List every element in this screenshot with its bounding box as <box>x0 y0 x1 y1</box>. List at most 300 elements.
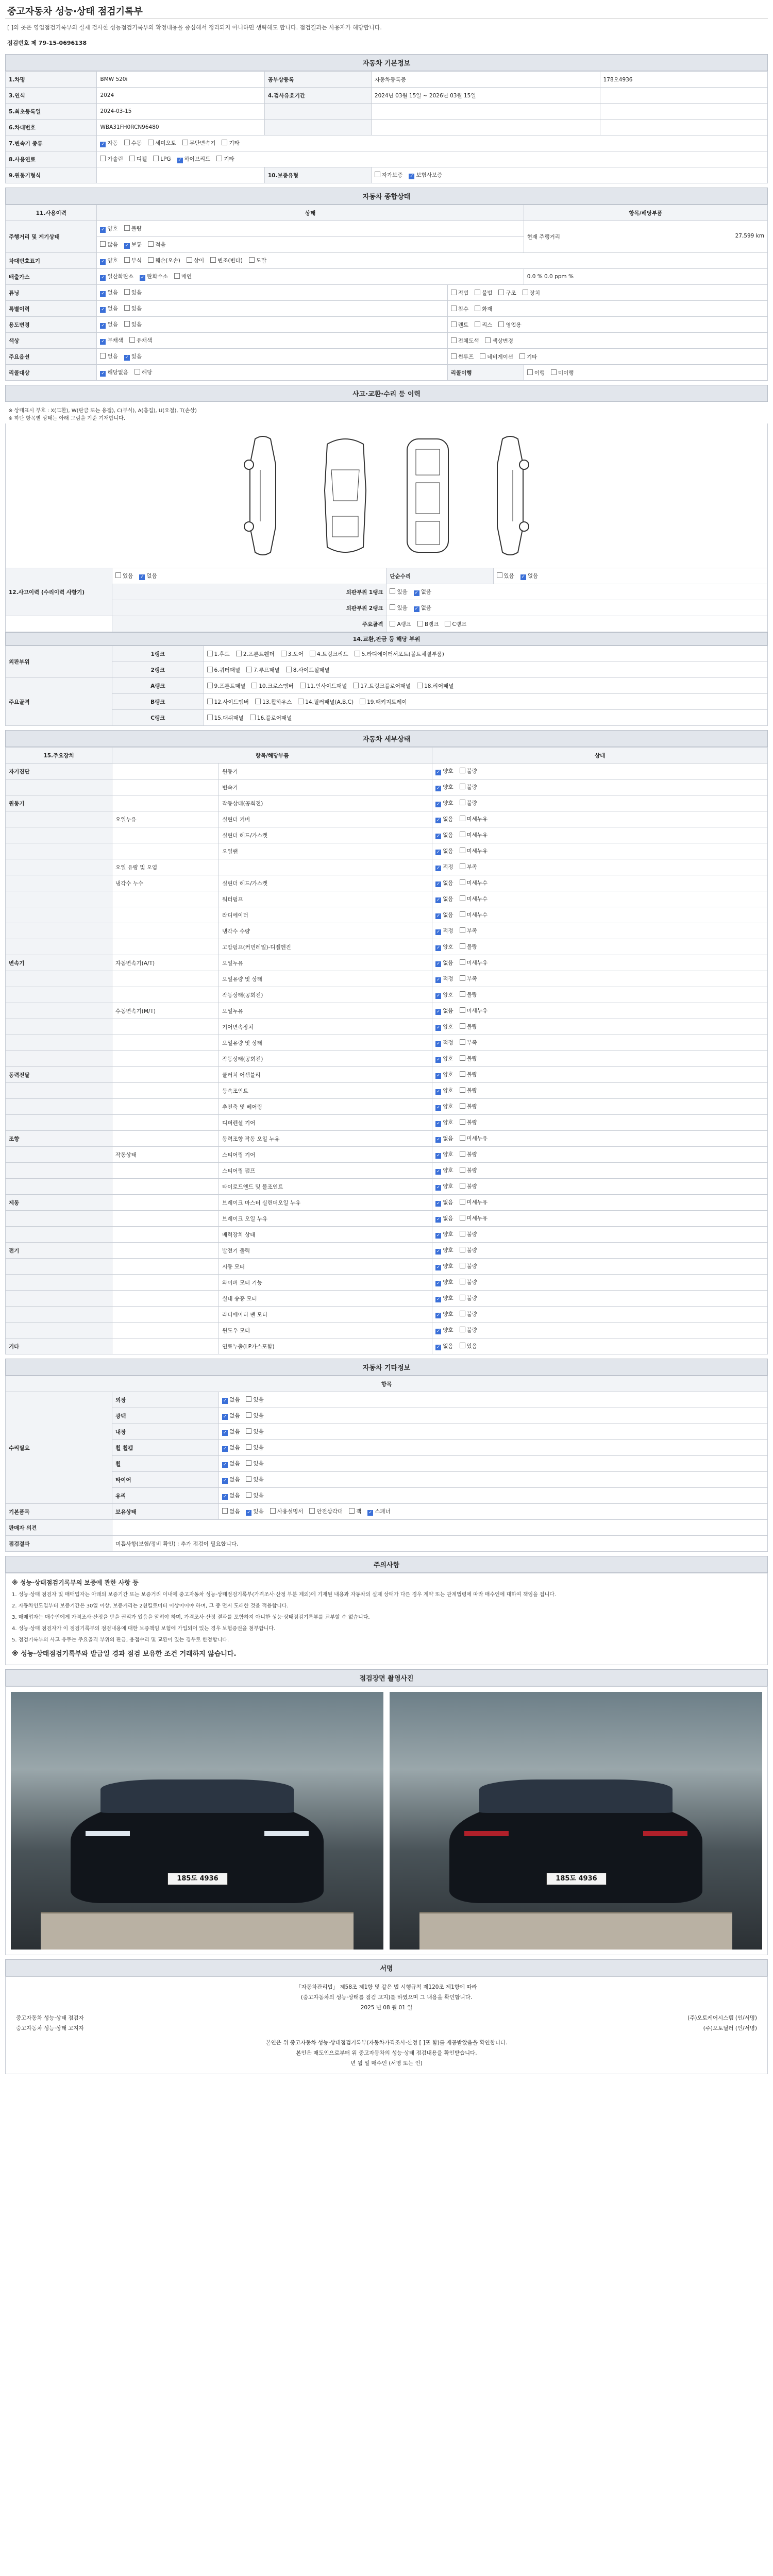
detail-good-checkbox[interactable]: ✓ 없음 <box>435 895 453 903</box>
part-checkbox[interactable]: 7.루프패널 <box>246 666 280 674</box>
detail-state <box>432 907 768 923</box>
detail-sub: 오일누유 <box>112 811 219 827</box>
detail-bad-checkbox[interactable]: 불량 <box>460 1055 477 1062</box>
tools-checkbox[interactable]: 잭 <box>349 1507 361 1515</box>
basic-cell <box>600 88 767 104</box>
emission-checkbox[interactable]: ✓ 탄화수소 <box>140 273 168 281</box>
color-checkbox[interactable]: 유채색 <box>129 336 152 344</box>
detail-bad-checkbox[interactable]: 미세누유 <box>460 1214 488 1222</box>
detail-bad-checkbox[interactable]: 미세누유 <box>460 959 488 967</box>
fuel-label: 8.사용연료 <box>6 151 97 167</box>
other-exists-checkbox[interactable]: 있음 <box>246 1476 263 1483</box>
color-right-checkbox[interactable]: 색상변경 <box>485 337 513 345</box>
detail-good-checkbox[interactable]: ✓ 양호 <box>435 1262 453 1270</box>
detail-state <box>432 875 768 891</box>
main-frame-checkbox[interactable]: C랭크 <box>445 620 466 628</box>
detail-bad-checkbox[interactable]: 불량 <box>460 1087 477 1094</box>
tools-label: 기본품목 <box>6 1504 112 1520</box>
part-checkbox[interactable]: 13.휠하우스 <box>255 698 292 706</box>
color-label: 색상 <box>6 333 97 349</box>
part-checkbox[interactable]: 4.트렁크리드 <box>310 650 348 658</box>
transmission-checkbox[interactable]: 기타 <box>222 139 239 147</box>
detail-bad-checkbox[interactable]: 불량 <box>460 1071 477 1078</box>
other-none-checkbox[interactable]: ✓ 없음 <box>222 1396 240 1404</box>
parts-rank: 2랭크 <box>112 662 204 678</box>
col-note-header: 항목/해당부품 <box>524 205 767 221</box>
mileage-level-checkbox[interactable]: ✓ 보통 <box>124 241 142 249</box>
other-none-checkbox[interactable]: ✓ 없음 <box>222 1476 240 1484</box>
tuning-right-checkbox[interactable]: 장치 <box>523 289 540 297</box>
signature-box <box>5 1976 768 2074</box>
detail-item: 윈도우 모터 <box>219 1323 432 1338</box>
part-checkbox[interactable]: 8.사이드실패널 <box>286 666 330 674</box>
warranty-type-label: 10.보증유형 <box>264 167 371 183</box>
mileage-level-checkbox[interactable]: 적음 <box>148 241 165 248</box>
detail-main: 변속기 <box>6 955 112 971</box>
part-checkbox[interactable]: 6.쿼터패널 <box>207 666 241 674</box>
part-checkbox[interactable]: 10.크로스멤버 <box>251 682 293 690</box>
detail-good-checkbox[interactable]: ✓ 양호 <box>435 1150 453 1159</box>
part-checkbox[interactable]: 12.사이드멤버 <box>207 698 249 706</box>
detail-main <box>6 843 112 859</box>
tuning-right-checkbox[interactable]: 구조 <box>498 289 516 297</box>
detail-row <box>6 923 768 939</box>
detail-item: 시동 모터 <box>219 1259 432 1275</box>
recall-right-options <box>524 365 767 381</box>
parts-row <box>6 678 768 694</box>
recall-checkbox[interactable]: 해당 <box>135 368 152 376</box>
detail-row <box>6 1275 768 1291</box>
simple-repair-checkbox[interactable]: ✓ 없음 <box>520 572 538 580</box>
detail-row <box>6 827 768 843</box>
detail-row <box>6 1067 768 1083</box>
detail-good-checkbox[interactable]: ✓ 양호 <box>435 1278 453 1286</box>
fuel-checkbox[interactable]: 디젤 <box>129 155 147 163</box>
photo-front[interactable] <box>11 1692 383 1950</box>
other-exists-checkbox[interactable]: 있음 <box>246 1412 263 1419</box>
fuel-checkbox[interactable]: LPG <box>153 156 171 162</box>
vin-checkbox[interactable]: 훼손(오손) <box>148 257 180 264</box>
detail-row <box>6 1227 768 1243</box>
detail-good-checkbox[interactable]: ✓ 없음 <box>435 815 453 823</box>
detail-bad-checkbox[interactable]: 있음 <box>460 1342 477 1350</box>
use-change-right-checkbox[interactable]: 리스 <box>475 321 492 329</box>
detail-bad-checkbox[interactable]: 불량 <box>460 1262 477 1270</box>
detail-bad-checkbox[interactable]: 미세누유 <box>460 1134 488 1142</box>
mileage-level-options <box>97 237 524 253</box>
detail-bad-checkbox[interactable]: 불량 <box>460 1023 477 1030</box>
other-none-checkbox[interactable]: ✓ 없음 <box>222 1412 240 1420</box>
use-change-right-checkbox[interactable]: 렌트 <box>451 321 468 329</box>
detail-good-checkbox[interactable]: ✓ 양호 <box>435 799 453 807</box>
part-checkbox[interactable]: 11.인사이드패널 <box>300 682 347 690</box>
detail-good-checkbox[interactable]: ✓ 적정 <box>435 975 453 983</box>
warning-item-1: 1. 성능·상태 점검자 및 매매업자는 아래의 보증기간 또는 보증거리 이내에 중고자동차 성능·상태점검기록부(가격조사·산정 부분 제외)에 기재된 내용과 자동차의 실제 상태가 다른 경우 계약 또는 관계법령에 따라 매수인에 대하여 책임을 집니다. <box>12 1592 557 1598</box>
detail-bad-checkbox[interactable]: 불량 <box>460 1326 477 1334</box>
tools-checkbox[interactable]: 사용설명서 <box>270 1507 304 1515</box>
detail-bad-checkbox[interactable]: 불량 <box>460 799 477 807</box>
fuel-row <box>6 151 768 167</box>
color-right-checkbox[interactable]: 전체도색 <box>451 337 479 345</box>
detail-item: 브레이크 마스터 실린더오일 누유 <box>219 1195 432 1211</box>
other-item: 휠 <box>112 1456 219 1472</box>
tools-checkbox[interactable]: ✓ 있음 <box>246 1507 263 1516</box>
detail-state <box>432 1131 768 1147</box>
damage-legend <box>5 402 768 423</box>
detail-item: 라디에이터 팬 모터 <box>219 1307 432 1323</box>
tools-checkbox[interactable]: 안전삼각대 <box>309 1507 343 1515</box>
vin-options <box>97 253 768 269</box>
detail-item: 배력장치 상태 <box>219 1227 432 1243</box>
detail-main <box>6 1003 112 1019</box>
parts-list <box>204 678 767 694</box>
detail-good-checkbox[interactable]: ✓ 없음 <box>435 1214 453 1223</box>
fuel-checkbox[interactable]: 기타 <box>216 155 234 163</box>
use-change-right-checkbox[interactable]: 영업용 <box>498 321 521 329</box>
vin-checkbox[interactable]: 변조(변타) <box>210 257 243 264</box>
vin-checkbox[interactable]: 상이 <box>187 257 204 264</box>
other-exists-checkbox[interactable]: 있음 <box>246 1396 263 1403</box>
detail-good-checkbox[interactable]: ✓ 양호 <box>435 1055 453 1063</box>
other-none-checkbox[interactable]: ✓ 없음 <box>222 1428 240 1436</box>
emission-checkbox[interactable]: 매연 <box>174 273 192 280</box>
detail-good-checkbox[interactable]: ✓ 없음 <box>435 847 453 855</box>
main-frame-checkbox[interactable]: A랭크 <box>390 620 411 628</box>
damage-legend-note: ※ 하단 항목별 상태는 아래 그림을 기준 기재합니다. <box>8 416 126 421</box>
detail-good-checkbox[interactable]: ✓ 없음 <box>435 1007 453 1015</box>
tools-checkbox[interactable]: ✓ 스패너 <box>367 1507 390 1516</box>
fuel-checkbox[interactable]: ✓ 하이브리드 <box>177 155 211 163</box>
use-change-options <box>97 317 447 333</box>
special-history-checkbox[interactable]: 있음 <box>124 304 142 312</box>
special-history-right-checkbox[interactable]: 화재 <box>475 305 492 313</box>
basic-cell: 4.검사유효기간 <box>264 88 371 104</box>
detail-bad-checkbox[interactable]: 미세누수 <box>460 911 488 919</box>
tuning-checkbox[interactable]: 있음 <box>124 289 142 296</box>
detail-sub <box>112 764 219 779</box>
owner-opinion-value <box>112 1520 768 1536</box>
sign-line-1: 「자동차관리법」 제58조 제1항 및 같은 법 시행규칙 제120조 제1항에 따라 <box>296 1984 477 1990</box>
detail-row <box>6 1323 768 1338</box>
vin-checkbox[interactable]: 도말 <box>249 257 266 264</box>
detail-bad-checkbox[interactable]: 불량 <box>460 1150 477 1158</box>
other-row <box>6 1392 768 1408</box>
detail-good-checkbox[interactable]: ✓ 양호 <box>435 1071 453 1079</box>
detail-good-checkbox[interactable]: ✓ 양호 <box>435 1294 453 1302</box>
part-checkbox[interactable]: 19.패키지트레이 <box>360 698 407 706</box>
detail-item: 연료누출(LP가스포함) <box>219 1338 432 1354</box>
main-option-checkbox[interactable]: ✓ 있음 <box>124 352 142 361</box>
section-photo-header: 점검장면 촬영사진 <box>5 1669 768 1686</box>
detail-good-checkbox[interactable]: ✓ 양호 <box>435 1103 453 1111</box>
basic-row <box>6 72 768 88</box>
main-option-right-checkbox[interactable]: 기타 <box>519 353 537 361</box>
emission-options <box>97 269 524 285</box>
car-frame-icon <box>399 434 456 557</box>
detail-bad-checkbox[interactable]: 부족 <box>460 863 477 871</box>
detail-bad-checkbox[interactable]: 미세누유 <box>460 1198 488 1206</box>
part-checkbox[interactable]: 1.후드 <box>207 650 230 658</box>
detail-state <box>432 811 768 827</box>
detail-sub <box>112 843 219 859</box>
detail-bad-checkbox[interactable]: 불량 <box>460 783 477 791</box>
other-exists-checkbox[interactable]: 있음 <box>246 1492 263 1499</box>
detail-good-checkbox[interactable]: ✓ 양호 <box>435 1182 453 1191</box>
detail-bad-checkbox[interactable]: 불량 <box>460 1103 477 1110</box>
other-none-checkbox[interactable]: ✓ 없음 <box>222 1460 240 1468</box>
part-checkbox[interactable]: 3.도어 <box>281 650 304 658</box>
detail-row <box>6 811 768 827</box>
color-checkbox[interactable]: ✓ 무채색 <box>100 336 123 345</box>
special-history-right-checkbox[interactable]: 침수 <box>451 305 468 313</box>
part-checkbox[interactable]: 2.프론트휀더 <box>236 650 275 658</box>
simple-repair-checkbox[interactable]: 있음 <box>497 572 514 580</box>
main-frame-options <box>386 616 768 632</box>
detail-bad-checkbox[interactable]: 부족 <box>460 1039 477 1046</box>
detail-good-checkbox[interactable]: ✓ 양호 <box>435 767 453 775</box>
accident-checkbox[interactable]: ✓ 없음 <box>139 572 157 580</box>
tuning-right-checkbox[interactable]: 불법 <box>475 289 492 297</box>
detail-bad-checkbox[interactable]: 부족 <box>460 975 477 982</box>
detail-bad-checkbox[interactable]: 불량 <box>460 1294 477 1302</box>
detail-bad-checkbox[interactable]: 불량 <box>460 1246 477 1254</box>
transmission-checkbox[interactable]: 수동 <box>124 139 142 147</box>
vin-checkbox[interactable]: 부식 <box>124 257 142 264</box>
basic-cell: 2024년 03월 15일 ~ 2026년 03월 15일 <box>371 88 600 104</box>
basic-cell: 178오4936 <box>600 72 767 88</box>
warranty-options <box>371 167 767 183</box>
detail-bad-checkbox[interactable]: 미세누수 <box>460 879 488 887</box>
detail-good-checkbox[interactable]: ✓ 양호 <box>435 1230 453 1239</box>
detail-main <box>6 811 112 827</box>
tuning-right-checkbox[interactable]: 적법 <box>451 289 468 297</box>
tuning-label: 튜닝 <box>6 285 97 301</box>
detail-bad-checkbox[interactable]: 미세누유 <box>460 815 488 823</box>
basic-cell: 6.차대번호 <box>6 120 97 135</box>
detail-good-checkbox[interactable]: ✓ 양호 <box>435 1310 453 1318</box>
detail-bad-checkbox[interactable]: 불량 <box>460 943 477 951</box>
detail-sub <box>112 1099 219 1115</box>
warranty-checkbox[interactable]: ✓ 보험사보증 <box>409 171 442 179</box>
detail-good-checkbox[interactable]: ✓ 양호 <box>435 1087 453 1095</box>
detail-good-checkbox[interactable]: ✓ 양호 <box>435 783 453 791</box>
detail-main <box>6 1083 112 1099</box>
emission-checkbox[interactable]: ✓ 일산화탄소 <box>100 273 133 281</box>
detail-state <box>432 1259 768 1275</box>
detail-row <box>6 1291 768 1307</box>
special-history-checkbox[interactable]: ✓ 없음 <box>100 304 117 313</box>
detail-good-checkbox[interactable]: ✓ 없음 <box>435 879 453 887</box>
detail-good-checkbox[interactable]: ✓ 적정 <box>435 1039 453 1047</box>
inspection-photos <box>5 1686 768 1955</box>
detail-row <box>6 939 768 955</box>
part-checkbox[interactable]: 16.플로어패널 <box>250 714 292 722</box>
part-checkbox[interactable]: 15.대쉬패널 <box>207 714 244 722</box>
detail-bad-checkbox[interactable]: 불량 <box>460 1230 477 1238</box>
detail-main: 제동 <box>6 1195 112 1211</box>
detail-good-checkbox[interactable]: ✓ 없음 <box>435 911 453 919</box>
accident-checkbox[interactable]: 있음 <box>115 572 133 580</box>
recall-done-checkbox[interactable]: 이행 <box>527 369 545 377</box>
rank2-checkbox[interactable]: 있음 <box>390 604 407 612</box>
detail-good-checkbox[interactable]: ✓ 양호 <box>435 943 453 951</box>
use-change-checkbox[interactable]: ✓ 없음 <box>100 320 117 329</box>
mileage-label: 주행거리 및 계기상태 <box>6 221 97 253</box>
detail-item: 타이로드엔드 및 볼조인트 <box>219 1179 432 1195</box>
detail-sub <box>112 1131 219 1147</box>
section-sign-header: 서명 <box>5 1959 768 1976</box>
mileage-level-checkbox[interactable]: 많음 <box>100 241 117 248</box>
detail-main <box>6 1211 112 1227</box>
detail-item: 오일누유 <box>219 955 432 971</box>
document-notice: [ ]의 곳은 영업점검기록부의 실제 검사한 성능점검기록부의 확정내용을 중심해서 정리되지 아니하면 생략해도 합니다. 점검결과는 사용자가 해당합니다. <box>7 24 382 31</box>
rank1-checkbox[interactable]: ✓ 없음 <box>414 588 431 596</box>
transmission-checkbox[interactable]: ✓ 자동 <box>100 139 117 147</box>
main-option-right-checkbox[interactable]: 썬루프 <box>451 353 474 361</box>
detail-main: 자기진단 <box>6 764 112 779</box>
part-checkbox[interactable]: 9.프론트패널 <box>207 682 246 690</box>
detail-row <box>6 1259 768 1275</box>
tuning-checkbox[interactable]: ✓ 없음 <box>100 289 117 297</box>
part-checkbox[interactable]: 5.라디에이터서포트(볼트체결부품) <box>355 650 444 658</box>
detail-sub <box>112 1211 219 1227</box>
rank1-options <box>386 584 768 600</box>
detail-bad-checkbox[interactable]: 불량 <box>460 767 477 775</box>
detail-good-checkbox[interactable]: ✓ 없음 <box>435 1198 453 1207</box>
section-damage-header: 사고·교환·수리 등 이력 <box>5 385 768 402</box>
rank1-checkbox[interactable]: 있음 <box>390 588 407 596</box>
basic-cell: 3.연식 <box>6 88 97 104</box>
detail-good-checkbox[interactable]: ✓ 없음 <box>435 831 453 839</box>
detail-main <box>6 1163 112 1179</box>
detail-state <box>432 1035 768 1051</box>
detail-good-checkbox[interactable]: ✓ 적정 <box>435 927 453 935</box>
other-exists-checkbox[interactable]: 있음 <box>246 1444 263 1451</box>
detail-bad-checkbox[interactable]: 미세누유 <box>460 831 488 839</box>
use-change-checkbox[interactable]: 있음 <box>124 320 142 328</box>
recall-checkbox[interactable]: ✓ 해당없음 <box>100 368 128 377</box>
detail-bad-checkbox[interactable]: 불량 <box>460 1118 477 1126</box>
detail-state <box>432 955 768 971</box>
basic-cell: 2024 <box>97 88 264 104</box>
detail-main <box>6 1323 112 1338</box>
detail-bad-checkbox[interactable]: 부족 <box>460 927 477 935</box>
main-frame-checkbox[interactable]: B랭크 <box>417 620 439 628</box>
special-history-row <box>6 301 768 317</box>
detail-good-checkbox[interactable]: ✓ 양호 <box>435 991 453 999</box>
detail-state <box>432 939 768 955</box>
vin-checkbox[interactable]: ✓ 양호 <box>100 257 117 265</box>
warning-title: ※ 성능·상태점검기록부의 보증에 관한 사항 등 <box>12 1579 139 1586</box>
color-row <box>6 333 768 349</box>
detail-good-checkbox[interactable]: ✓ 없음 <box>435 1134 453 1143</box>
basic-cell: BMW 520i <box>97 72 264 88</box>
recall-done-checkbox[interactable]: 미이행 <box>551 369 574 377</box>
part-checkbox[interactable]: 18.리어패널 <box>417 682 453 690</box>
basic-cell: 5.최초등록일 <box>6 104 97 120</box>
photo-rear[interactable] <box>390 1692 762 1950</box>
detail-item: 오일유량 및 상태 <box>219 971 432 987</box>
detail-good-checkbox[interactable]: ✓ 양호 <box>435 1118 453 1127</box>
detail-bad-checkbox[interactable]: 미세누유 <box>460 1007 488 1014</box>
detail-item: 실린더 헤드/가스켓 <box>219 875 432 891</box>
rank2-checkbox[interactable]: ✓ 없음 <box>414 604 431 612</box>
detail-good-checkbox[interactable]: ✓ 없음 <box>435 1342 453 1350</box>
other-none-checkbox[interactable]: ✓ 없음 <box>222 1444 240 1452</box>
detail-col-item: 항목/해당부품 <box>112 748 432 764</box>
detail-state <box>432 1099 768 1115</box>
other-item: 휠 휠캡 <box>112 1440 219 1456</box>
main-option-right-checkbox[interactable]: 네비게이션 <box>480 353 513 361</box>
detail-state <box>432 1275 768 1291</box>
detail-row <box>6 1019 768 1035</box>
main-frame-label: 주요골격 <box>112 616 386 632</box>
warranty-checkbox[interactable]: 자가보증 <box>375 171 403 179</box>
detail-row <box>6 1195 768 1211</box>
detail-good-checkbox[interactable]: ✓ 없음 <box>435 959 453 967</box>
detail-good-checkbox[interactable]: ✓ 양호 <box>435 1326 453 1334</box>
mileage-gauge-checkbox[interactable]: ✓ 양호 <box>100 225 117 233</box>
mileage-current-label: 현재 주행거리 <box>527 234 560 240</box>
mileage-gauge-checkbox[interactable]: 불량 <box>124 225 142 232</box>
detail-bad-checkbox[interactable]: 불량 <box>460 1310 477 1318</box>
document-title: 중고자동차 성능·상태 점검기록부 <box>5 3 768 19</box>
other-item: 유리 <box>112 1488 219 1504</box>
detail-sub <box>112 1243 219 1259</box>
tools-checkbox[interactable]: 없음 <box>222 1507 240 1515</box>
detail-row <box>6 971 768 987</box>
other-none-checkbox[interactable]: ✓ 없음 <box>222 1492 240 1500</box>
detail-bad-checkbox[interactable]: 불량 <box>460 1166 477 1174</box>
detail-sub <box>112 891 219 907</box>
detail-bad-checkbox[interactable]: 미세누유 <box>460 847 488 855</box>
detail-good-checkbox[interactable]: ✓ 양호 <box>435 1246 453 1255</box>
part-checkbox[interactable]: 17.트렁크플로어패널 <box>353 682 411 690</box>
detail-bad-checkbox[interactable]: 불량 <box>460 1278 477 1286</box>
main-option-checkbox[interactable]: 없음 <box>100 352 117 360</box>
basic-cell <box>264 120 371 135</box>
transmission-checkbox[interactable]: 세미오토 <box>148 139 176 147</box>
inspector-value: (주)오토케어시스템 (인/서명) <box>687 2015 757 2021</box>
detail-main <box>6 1035 112 1051</box>
detail-good-checkbox[interactable]: ✓ 양호 <box>435 1166 453 1175</box>
detail-bad-checkbox[interactable]: 불량 <box>460 1182 477 1190</box>
tools-options <box>219 1504 768 1520</box>
other-sub-header: 항목 <box>6 1376 768 1392</box>
part-checkbox[interactable]: 14.필러패널(A,B,C) <box>298 698 354 706</box>
other-exists-checkbox[interactable]: 있음 <box>246 1428 263 1435</box>
col-state-header: 상태 <box>97 205 524 221</box>
other-table <box>5 1376 768 1552</box>
detail-state <box>432 1019 768 1035</box>
detail-good-checkbox[interactable]: ✓ 양호 <box>435 1023 453 1031</box>
general-state-table <box>5 205 768 381</box>
transmission-checkbox[interactable]: 무단변속기 <box>182 139 216 147</box>
detail-main <box>6 1147 112 1163</box>
warranty-label: 9.원동기형식 <box>6 167 97 183</box>
detail-bad-checkbox[interactable]: 미세누수 <box>460 895 488 903</box>
col-item-header: 11.사용이력 <box>6 205 97 221</box>
detail-sub <box>112 939 219 955</box>
rank1-label: 외판부위 1랭크 <box>112 584 386 600</box>
detail-bad-checkbox[interactable]: 불량 <box>460 991 477 998</box>
warning-item-4: 4. 성능·상태 점검자가 이 점검기록부의 점검내용에 대한 보증책임 보험에 가입되어 있는 경우 보험증권을 첨부합니다. <box>12 1626 276 1632</box>
other-exists-checkbox[interactable]: 있음 <box>246 1460 263 1467</box>
fuel-checkbox[interactable]: 가솔린 <box>100 155 123 163</box>
detail-good-checkbox[interactable]: ✓ 적정 <box>435 863 453 871</box>
repair-needed-label: 수리필요 <box>6 1392 112 1504</box>
detail-sub <box>112 923 219 939</box>
